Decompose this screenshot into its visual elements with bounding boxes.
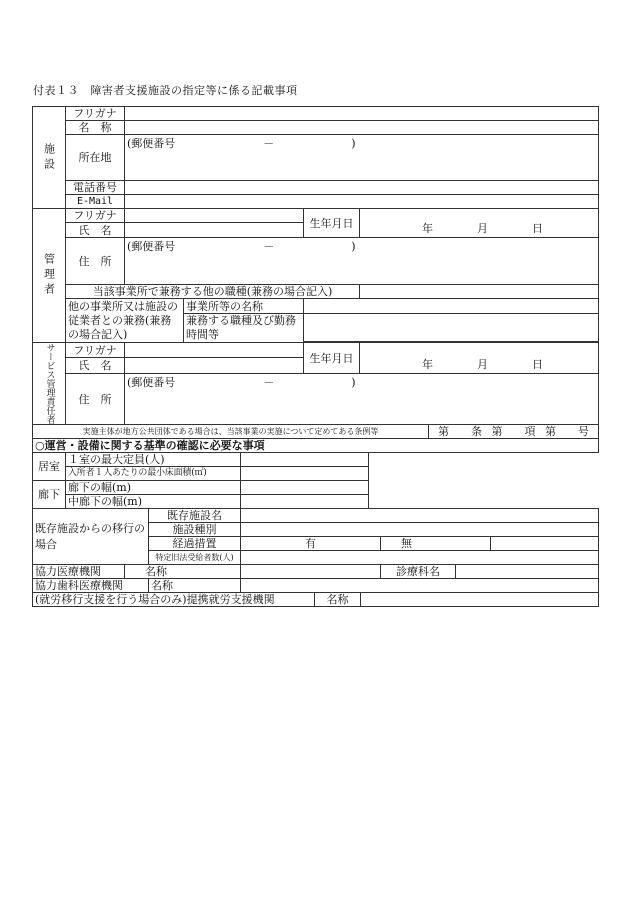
service-manager-name-label: 氏 名: [66, 358, 125, 374]
facility-name-label: 名 称: [66, 121, 125, 135]
employment-support-label: (就労移行支援を行う場合のみ)提携就労支援機関: [33, 593, 315, 607]
department-label: 診療科名: [381, 565, 456, 579]
room-area-label: 入所者１人あたりの最小床面積(㎡): [66, 467, 241, 481]
facility-type-field[interactable]: [241, 523, 599, 537]
transitional-no[interactable]: 無: [381, 537, 491, 551]
manager-address-field[interactable]: [125, 238, 599, 285]
room-area-field[interactable]: [241, 467, 369, 481]
manager-concurrent-field[interactable]: [360, 285, 599, 299]
room-max-field[interactable]: [241, 453, 369, 467]
service-manager-furigana-field[interactable]: [125, 343, 304, 358]
coop-dental-name-field[interactable]: [241, 579, 599, 593]
ordinance-label: 実施主体が地方公共団体である場合は、当該事業の実施について定めてある条例等: [33, 425, 429, 439]
coop-medical-name-field[interactable]: [241, 565, 381, 579]
manager-furigana-field[interactable]: [125, 209, 304, 223]
facility-email-field[interactable]: [125, 195, 599, 209]
facility-phone-field[interactable]: [125, 181, 599, 195]
middle-corridor-width-field[interactable]: [241, 495, 369, 509]
service-manager-birth-format: 年 月 日: [422, 358, 543, 372]
corridor-label: 廊下: [33, 481, 66, 509]
facility-phone-label: 電話番号: [66, 181, 125, 195]
coop-dental-label: 協力歯科医療機関: [33, 579, 149, 593]
existing-name-field[interactable]: [241, 509, 599, 523]
service-manager-name-field[interactable]: [125, 358, 304, 374]
existing-name-label: 既存施設名: [149, 509, 241, 523]
manager-postal: (郵便番号 － ): [127, 240, 356, 253]
corridor-width-field[interactable]: [241, 481, 369, 495]
coop-medical-label: 協力医療機関: [33, 565, 125, 579]
manager-concurrent-label: 当該事業所で兼務する他の職種(兼務の場合記入): [66, 285, 360, 299]
manager-office-name-field[interactable]: [304, 299, 599, 314]
facility-section-label: 施設: [33, 107, 66, 209]
manager-section-label: 管理者: [33, 209, 66, 343]
facility-furigana-label: フリガナ: [66, 107, 125, 121]
middle-corridor-width-label: 中廊下の幅(m): [66, 495, 241, 509]
manager-concurrent-type-label: 兼務する職種及び勤務時間等: [184, 314, 304, 343]
manager-birth-format: 年 月 日: [422, 222, 543, 235]
room-label: 居室: [33, 453, 66, 481]
facility-email-label: E-Mail: [66, 195, 125, 209]
facility-address-field[interactable]: [125, 135, 599, 181]
manager-concurrent-type-field[interactable]: [304, 314, 599, 342]
facility-postal: (郵便番号 － ): [127, 137, 356, 150]
special-old-law-label: 特定旧法受給者数(人): [149, 551, 241, 565]
manager-furigana-label: フリガナ: [66, 209, 125, 223]
standards-header: ○運営・設備に関する基準の確認に必要な事項: [33, 439, 599, 453]
service-manager-furigana-label: フリガナ: [66, 343, 125, 358]
manager-name-label: 氏 名: [66, 223, 125, 238]
employment-name-field[interactable]: [361, 593, 599, 607]
special-old-law-field[interactable]: [241, 551, 599, 565]
manager-address-label: 住 所: [66, 238, 125, 285]
service-manager-section-label: サービス管理責任者: [33, 343, 66, 425]
service-manager-birth-field[interactable]: [360, 343, 599, 374]
service-manager-address-label: 住 所: [66, 374, 125, 425]
room-max-label: １室の最大定員(人): [66, 453, 241, 467]
service-manager-postal: (郵便番号 － ): [127, 376, 356, 390]
transitional-extra: [491, 537, 599, 551]
manager-birth-field[interactable]: [360, 209, 599, 238]
facility-type-label: 施設種別: [149, 523, 241, 537]
transitional-label: 経過措置: [149, 537, 241, 551]
service-manager-address-field[interactable]: [125, 374, 599, 425]
ordinance-field[interactable]: 第 条 第 項 第 号: [429, 425, 599, 439]
facility-furigana-field[interactable]: [125, 107, 599, 121]
manager-birth-label: 生年月日: [304, 209, 360, 238]
manager-other-concurrent-label: 他の事業所又は施設の従業者との兼務(兼務の場合記入): [66, 299, 184, 343]
form-table: [32, 106, 598, 607]
facility-name-field[interactable]: [125, 121, 599, 135]
manager-name-field[interactable]: [125, 223, 304, 238]
coop-dental-name-label: 名称: [149, 579, 241, 593]
department-field[interactable]: [456, 565, 599, 579]
service-manager-birth-label: 生年月日: [304, 343, 360, 374]
manager-office-name-label: 事業所等の名称: [184, 299, 304, 314]
employment-name-label: 名称: [315, 593, 361, 607]
transition-label: 既存施設からの移行の場合: [33, 509, 149, 565]
transitional-yes[interactable]: 有: [241, 537, 381, 551]
coop-medical-name-label: 名称: [125, 565, 241, 579]
page-title: 付表１３ 障害者支援施設の指定等に係る記載事項: [33, 84, 298, 97]
corridor-width-label: 廊下の幅(m): [66, 481, 241, 495]
facility-address-label: 所在地: [66, 135, 125, 181]
